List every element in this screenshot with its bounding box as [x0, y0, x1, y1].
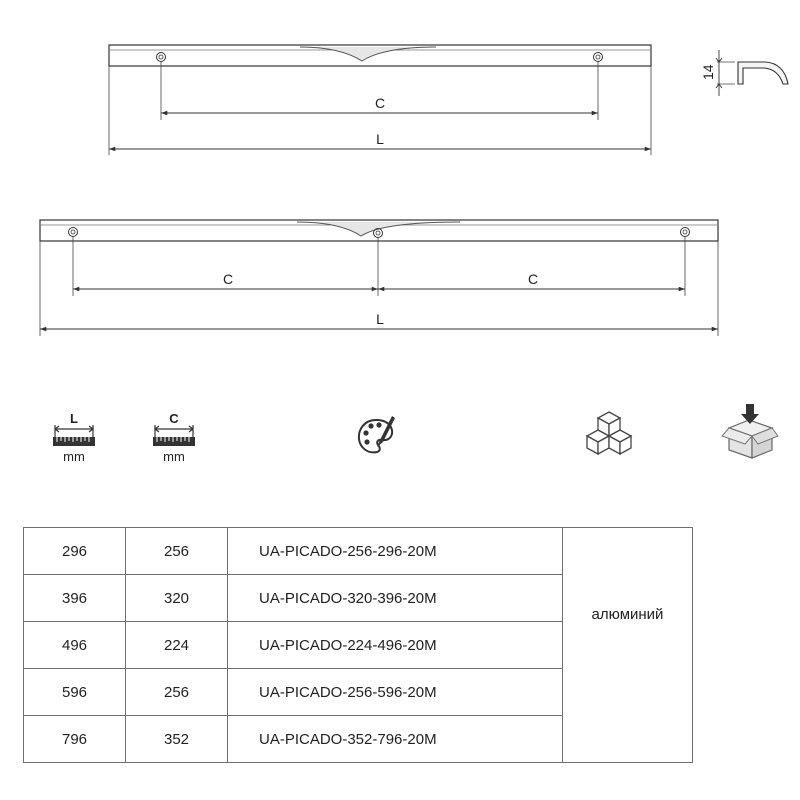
- c-left-dimension-label: C: [222, 271, 234, 287]
- mount-hole-right: [681, 228, 690, 237]
- table-row: [24, 622, 693, 669]
- center-distance-cell: 224: [126, 622, 228, 669]
- palette-icon: [359, 416, 395, 452]
- mount-hole-center: [374, 229, 383, 238]
- mount-hole-left: [157, 53, 166, 62]
- profile-cross-section: [700, 50, 788, 96]
- length-cell: 396: [24, 575, 126, 622]
- box-download-icon: [722, 404, 778, 458]
- length-cell: 596: [24, 669, 126, 716]
- length-ruler-icon: [53, 411, 95, 464]
- cubes-icon: [587, 412, 631, 454]
- material-cell: алюминий: [563, 528, 693, 622]
- article-cell: UA-PICADO-224-496-20M: [228, 622, 563, 669]
- profile-height-label: 14: [700, 64, 716, 80]
- length-cell: 296: [24, 528, 126, 575]
- length-cell: 496: [24, 622, 126, 669]
- length-icon-unit: mm: [63, 449, 85, 464]
- center-distance-cell: 256: [126, 669, 228, 716]
- length-cell: 796: [24, 716, 126, 763]
- c-dimension-label: C: [374, 95, 386, 111]
- center-distance-ruler-icon: [153, 411, 195, 464]
- mount-hole-right: [594, 53, 603, 62]
- center-icon-unit: mm: [163, 449, 185, 464]
- mount-hole-left: [69, 228, 78, 237]
- c-right-dimension-label: C: [527, 271, 539, 287]
- material-cell-blank: [563, 622, 693, 763]
- specification-table: [23, 527, 693, 763]
- finger-recess: [300, 47, 436, 61]
- handle-three-hole-drawing: [40, 220, 718, 336]
- article-cell: UA-PICADO-352-796-20M: [228, 716, 563, 763]
- center-distance-cell: 256: [126, 528, 228, 575]
- article-cell: UA-PICADO-256-596-20M: [228, 669, 563, 716]
- table-row: [24, 528, 693, 575]
- article-cell: UA-PICADO-320-396-20M: [228, 575, 563, 622]
- center-icon-letter: C: [169, 411, 179, 426]
- article-cell: UA-PICADO-256-296-20M: [228, 528, 563, 575]
- center-distance-cell: 320: [126, 575, 228, 622]
- handle-two-hole-drawing: [109, 45, 651, 155]
- l-dimension-label-long: L: [376, 311, 384, 327]
- length-icon-letter: L: [70, 411, 78, 426]
- center-distance-cell: 352: [126, 716, 228, 763]
- l-dimension-label: L: [376, 131, 384, 147]
